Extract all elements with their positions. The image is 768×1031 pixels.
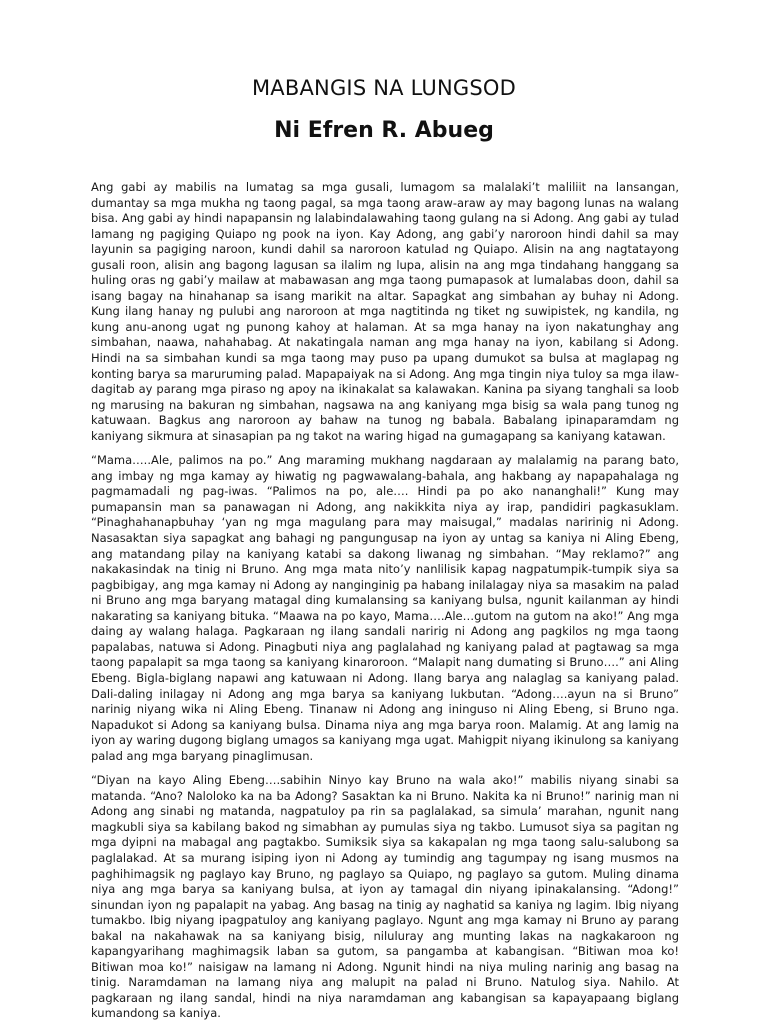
story-body	[91, 180, 679, 1031]
paragraph-3: “Diyan na kayo Aling Ebeng….sabihin Ninyo kay Bruno na wala ako!” mabilis niyang sinabi sa matanda. “Ano? Naloloko ka na ba Adong? Sasaktan ka ni Bruno. Nakita ka ni Bruno!” narinig man ni Adong ang sinabi ng matanda, nagpatuloy pa rin sa paglalakad, sa simula’ marahan, ngunit nang magkubli siya sa kabilang bakod ng simabhan ay pumulas siya ng takbo. Lumusot siya sa pagitan ng mga dyipni na mabagal ang pagtakbo. Sumiksik siya sa kakapalan ng mga taong salu-salubong sa paglalakad. At sa murang isiping iyon ni Adong ay tumindig ang tagumpay ng isang musmos na paghihimagsik ng paglayo kay Bruno, ng paglayo sa Quiapo, ng paglayo sa gutom. Muling dinama niya ang mga barya sa kaniyang bulsa, at iyon ay tamagal din niyang ipinakalansing. “Adong!” sinundan iyon ng papalapit na yabag. Ang basag na tinig ay naghatid sa kaniya ng lagim. Ibig niyang tumakbo. Ibig niyang ipagpatuloy ang kaniyang paglayo. Ngunt ang mga kamay ni Bruno ay parang bakal na nakahawak na sa kaniyang bisig, niluluray ang munting lakas na nagkakaroon ng kapangyarihang maghimagsik laban sa gutom, sa pangamba at kabangisan. “Bitiwan moa ko! Bitiwan moa ko!” naisigaw na lamang ni Adong. Ngunit hindi na niya muling narinig ang basag na tinig. Naramdaman na lamang niya ang malupit na palad ni Bruno. Natulog siya. Nahilo. At pagkaraan ng ilang sandal, hindi na niya naramdaman ang kabangisan sa kapayapaang biglang kumandong sa kaniya.	[91, 773, 679, 1021]
author-byline: Ni Efren R. Abueg	[274, 118, 494, 143]
document-title: MABANGIS NA LUNGSOD	[251, 76, 517, 100]
paragraph-1: Ang gabi ay mabilis na lumatag sa mga gusali, lumagom sa malalaki’t maliliit na lansangan, dumantay sa mga mukha ng taong pagal, sa mga taong araw-araw ay may bagong lunas na walang bisa. Ang gabi ay hindi napapansin ng lalabindalawahing taong gulang na si Adong. Ang gabi ay tulad lamang ng pagiging Quiapo ng pook na iyon. Kay Adong, ang gabi’y naroroon hindi dahil sa may layunin sa pagiging naroon, kundi dahil sa naroroon katulad ng Quiapo. Alisin na ang nagtatayong gusali roon, alisin ang bagong lagusan sa ilalim ng lupa, alisin na ang mga tindahang hanggang sa huling oras ng gabi’y mailaw at mabawasan ang mga taong pumapasok at lumalabas doon, dahil sa isang bagay na hinahanap sa isang marikit na altar. Sapagkat ang simbahan ay buhay ni Adong. Kung ilang hanay ng pulubi ang naroroon at mga nagtitinda ng tiket ng suwipistek, ng kandila, ng kung anu-anong ugat ng punong kahoy at halaman. At sa mga hanay na iyon nakatunghay ang simbahan, naawa, nahahabag. At nakatingala naman ang mga hanay na iyon, kabilang si Adong. Hindi na sa simbahan kundi sa mga taong may puso pa upang dumukot sa bulsa at maglapag ng konting barya sa maruruming palad. Mapapaiyak na si Adong. Ang mga tingin niya tuloy sa mga ilaw-dagitab ay parang mga piraso ng apoy na ikinakalat sa kalawakan. Kanina pa siyang tanghali sa loob ng marusing na bakuran ng simbahan, nagsawa na ang kaniyang mga bisig sa wala pang tunog ng katuwaan. Bagkus ang naroroon ay bahaw na tunog ng babala. Babalang ipinaparamdam ng kaniyang sikmura at sinasapian pa ng takot na waring higad na gumagapang sa kaniyang katawan.	[91, 180, 679, 443]
paragraph-2: “Mama…..Ale, palimos na po.” Ang maraming mukhang nagdaraan ay malalamig na parang bato, ang imbay ng mga kamay ay hiwatig ng pagwawalang-bahala, ang hakbang ay napapahalaga ng pagmamadali ng pag-iwas. “Palimos na po, ale…. Hindi pa po ako nananghali!” Kung may pumapansin man sa panawagan ni Adong, ang nakikkita niya ay irap, pandidiri pagkasuklam. “Pinaghahanapbuhay ‘yan ng mga magulang para may maisugal,” madalas naririnig ni Adong. Nasasaktan siya sapagkat ang bahagi ng pangungusap na iyon ay untag sa kaniya ni Aling Ebeng, ang matandang pilay na kaniyang katabi sa dakong liwanag ng simbahan. “May reklamo?” ang nakakasindak na tinig ni Bruno. Ang mga mata nito’y nanlilisik kapag nagpatumpik-tumpik siya sa pagbibigay, ang mga kamay ni Adong ay nanginginig pa habang inilalagay niya sa masakim na palad ni Bruno ang mga baryang matagal ding kumalansing sa kaniyang bulsa, ngunit kailanman ay hindi nakarating sa kaniyang bituka. “Maawa na po kayo, Mama….Ale…gutom na gutom na ako!” Ang mga daing ay walang halaga. Pagkaraan ng ilang sandali naririg ni Adong ang pagkilos ng mga taong papalabas, natuwa si Adong. Pinagbuti niya ang paglalahad ng kaniyang palad at pagtawag sa mga taong papalapit sa mga taong sa kaniyang kinaroroon. “Malapit nang dumating si Bruno….” ani Aling Ebeng. Bigla-biglang napawi ang katuwaan ni Adong. Ilang barya ang nalaglag sa kaniyang palad. Dali-daling inilagay ni Adong ang mga barya sa kaniyang lukbutan. “Adong….ayun na si Bruno” narinig niyang wika ni Aling Ebeng. Tinanaw ni Adong ang ininguso ni Aling Ebeng, si Bruno nga. Napadukot si Adong sa kaniyang bulsa. Dinama niya ang mga barya roon. Malamig. At ang lamig na iyon ay waring dugong biglang umagos sa kaniyang mga ugat. Mahigpit niyang ikinulong sa kaniyang palad ang mga baryang pinaglimusan.	[91, 453, 679, 763]
